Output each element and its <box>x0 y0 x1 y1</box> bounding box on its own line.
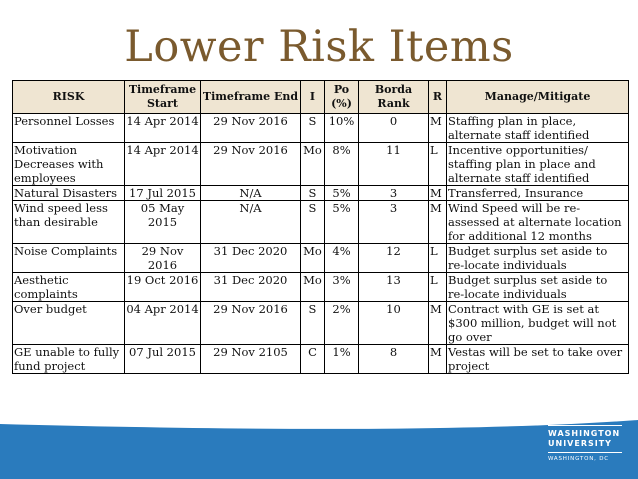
table-row <box>13 345 629 374</box>
rating-cell: M <box>429 201 447 244</box>
header-borda-rank: Borda Rank <box>359 81 429 114</box>
start-cell: 04 Apr 2014 <box>125 302 201 345</box>
mitigation-cell: Staffing plan in place, alternate staff identified <box>447 114 629 143</box>
end-cell: N/A <box>201 201 301 244</box>
risk-cell: Noise Complaints <box>13 244 125 273</box>
header-timeframe-start: Timeframe Start <box>125 81 201 114</box>
start-cell: 17 Jul 2015 <box>125 186 201 201</box>
borda-rank-cell: 8 <box>359 345 429 374</box>
impact-cell: S <box>301 114 325 143</box>
end-cell: 29 Nov 2016 <box>201 114 301 143</box>
borda-rank-cell: 10 <box>359 302 429 345</box>
start-cell: 07 Jul 2015 <box>125 345 201 374</box>
borda-rank-cell: 3 <box>359 186 429 201</box>
borda-rank-cell: 13 <box>359 273 429 302</box>
probability-cell: 10% <box>325 114 359 143</box>
start-cell: 14 Apr 2014 <box>125 143 201 186</box>
end-cell: 29 Nov 2016 <box>201 143 301 186</box>
rating-cell: L <box>429 273 447 302</box>
university-logo <box>548 422 622 462</box>
header-impact: I <box>301 81 325 114</box>
start-cell: 29 Nov 2016 <box>125 244 201 273</box>
table-row <box>13 143 629 186</box>
impact-cell: Mo <box>301 273 325 302</box>
logo-line-university: UNIVERSITY <box>548 439 612 448</box>
header-probability: Po (%) <box>325 81 359 114</box>
mitigation-cell: Transferred, Insurance <box>447 186 629 201</box>
end-cell: 29 Nov 2105 <box>201 345 301 374</box>
logo-line-washington: WASHINGTON <box>548 429 621 438</box>
header-timeframe-end: Timeframe End <box>201 81 301 114</box>
slide-title: Lower Risk Items <box>124 22 514 72</box>
footer-band <box>0 414 638 479</box>
impact-cell: C <box>301 345 325 374</box>
impact-cell: Mo <box>301 143 325 186</box>
risk-cell: Over budget <box>13 302 125 345</box>
table-row <box>13 201 629 244</box>
footer-wave <box>0 414 638 434</box>
mitigation-cell: Budget surplus set aside to re-locate individuals <box>447 244 629 273</box>
borda-rank-cell: 0 <box>359 114 429 143</box>
probability-cell: 8% <box>325 143 359 186</box>
mitigation-cell: Wind Speed will be re-assessed at alternate location for additional 12 months <box>447 201 629 244</box>
table-row <box>13 186 629 201</box>
mitigation-cell: Budget surplus set aside to re-locate individuals <box>447 273 629 302</box>
rating-cell: L <box>429 143 447 186</box>
impact-cell: S <box>301 201 325 244</box>
probability-cell: 4% <box>325 244 359 273</box>
borda-rank-cell: 3 <box>359 201 429 244</box>
end-cell: 31 Dec 2020 <box>201 244 301 273</box>
risk-cell: Natural Disasters <box>13 186 125 201</box>
mitigation-cell: Contract with GE is set at $300 million, budget will not go over <box>447 302 629 345</box>
probability-cell: 1% <box>325 345 359 374</box>
borda-rank-cell: 12 <box>359 244 429 273</box>
probability-cell: 5% <box>325 186 359 201</box>
rating-cell: M <box>429 114 447 143</box>
header-manage-mitigate: Manage/Mitigate <box>447 81 629 114</box>
risk-cell: Wind speed less than desirable <box>13 201 125 244</box>
mitigation-cell: Incentive opportunities/ staffing plan in place and alternate staff identified <box>447 143 629 186</box>
logo-line-location: WASHINGTON, DC <box>548 456 609 462</box>
rating-cell: M <box>429 302 447 345</box>
table-row <box>13 302 629 345</box>
table-row <box>13 114 629 143</box>
mitigation-cell: Vestas will be set to take over project <box>447 345 629 374</box>
start-cell: 05 May 2015 <box>125 201 201 244</box>
table-row <box>13 273 629 302</box>
probability-cell: 3% <box>325 273 359 302</box>
end-cell: 29 Nov 2016 <box>201 302 301 345</box>
risk-cell: GE unable to fully fund project <box>13 345 125 374</box>
rating-cell: L <box>429 244 447 273</box>
risk-cell: Aesthetic complaints <box>13 273 125 302</box>
header-rating: R <box>429 81 447 114</box>
table-header-row <box>13 81 629 114</box>
table-row <box>13 244 629 273</box>
probability-cell: 2% <box>325 302 359 345</box>
borda-rank-cell: 11 <box>359 143 429 186</box>
risk-cell: Personnel Losses <box>13 114 125 143</box>
risk-cell: Motivation Decreases with employees <box>13 143 125 186</box>
probability-cell: 5% <box>325 201 359 244</box>
risk-table <box>12 80 629 374</box>
impact-cell: Mo <box>301 244 325 273</box>
rating-cell: M <box>429 186 447 201</box>
impact-cell: S <box>301 302 325 345</box>
end-cell: N/A <box>201 186 301 201</box>
rating-cell: M <box>429 345 447 374</box>
header-risk: RISK <box>13 81 125 114</box>
start-cell: 19 Oct 2016 <box>125 273 201 302</box>
end-cell: 31 Dec 2020 <box>201 273 301 302</box>
impact-cell: S <box>301 186 325 201</box>
start-cell: 14 Apr 2014 <box>125 114 201 143</box>
